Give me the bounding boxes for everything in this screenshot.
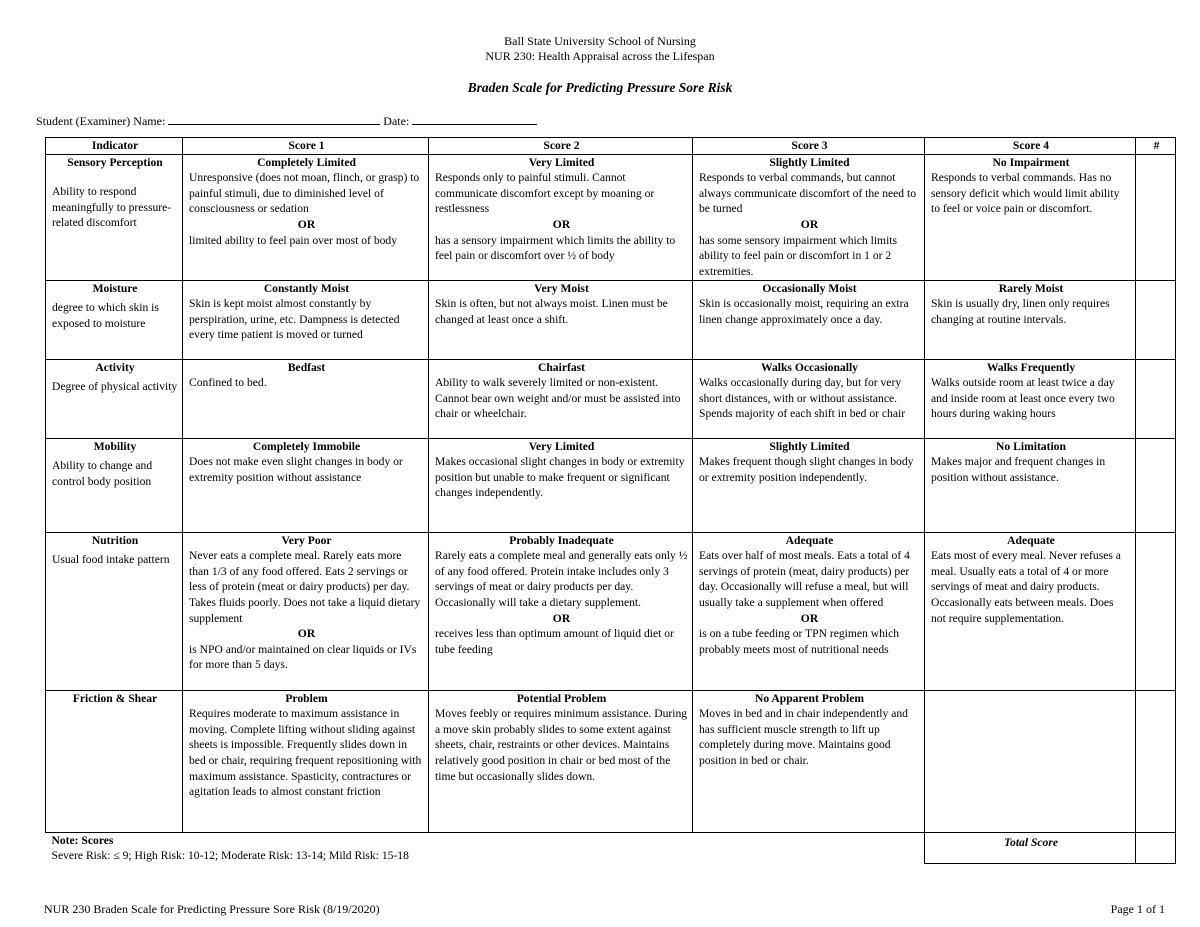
row-moisture (46, 280, 1176, 359)
score-cell (183, 690, 429, 832)
score-text-alt: is NPO and/or maintained on clear liquids or IVs for more than 5 days. (189, 642, 417, 672)
indicator-cell (46, 280, 183, 359)
score-text: Walks outside room at least twice a day and inside room at least once every two hours during waking hours (931, 376, 1115, 421)
indicator-description: Degree of physical activity (52, 380, 178, 394)
note-title: Note: Scores (51, 833, 114, 847)
score-text: Eats over half of most meals. Eats a total of 4 servings of protein (meat, dairy products) per day. Occasionally will refuse a meal, but will usually take a supplement when offered (699, 549, 910, 609)
score-cell (183, 532, 429, 690)
score-name: Very Moist (534, 281, 589, 295)
date-label: Date: (383, 114, 410, 128)
score-cell (183, 154, 429, 280)
total-score-entry[interactable] (1136, 832, 1176, 864)
score-text: Moves feebly or requires minimum assistance. During a move skin probably slides to some extent against sheets, chair, restraints or other devices. Maintains relatively good position in chair or bed most of the time but occasionally slides down. (435, 707, 688, 783)
score-cell (693, 438, 925, 532)
examiner-name-field[interactable] (168, 113, 380, 125)
score-entry-cell[interactable] (1136, 532, 1176, 690)
braden-scale-table (45, 137, 1176, 864)
score-cell (429, 359, 693, 438)
header-score-3: Score 3 (693, 138, 925, 155)
or-label: OR (800, 217, 819, 231)
row-friction-shear (46, 690, 1176, 832)
score-name: Problem (285, 691, 328, 705)
score-name: Potential Problem (516, 691, 607, 705)
score-text: Requires moderate to maximum assistance in moving. Complete lifting without sliding against sheets is impossible. Frequently slides down in bed or chair, requiring frequent repositioning with maximum assistance. Spasticity, contractures or agitation leads to almost constant friction (189, 707, 422, 799)
score-cell (925, 154, 1136, 280)
score-cell (693, 359, 925, 438)
or-label: OR (800, 611, 819, 625)
footer-page-number: Page 1 of 1 (1110, 902, 1165, 916)
score-text: Unresponsive (does not moan, flinch, or grasp) to painful stimuli, due to diminished level of consciousness or sedation (189, 171, 420, 216)
score-name: Very Poor (281, 533, 332, 547)
score-cell (925, 280, 1136, 359)
date-field[interactable] (412, 113, 537, 125)
score-entry-cell[interactable] (1136, 280, 1176, 359)
score-text: Moves in bed and in chair independently and has sufficient muscle strength to lift up completely during move. Maintains good position in bed or chair. (699, 707, 908, 767)
indicator-cell (46, 154, 183, 280)
score-name: Completely Immobile (252, 439, 361, 453)
score-name: Very Limited (528, 439, 595, 453)
row-note-total (46, 832, 1176, 864)
score-name: Slightly Limited (769, 155, 850, 169)
indicator-cell (46, 532, 183, 690)
score-text-alt: is on a tube feeding or TPN regimen which probably meets most of nutritional needs (699, 627, 900, 656)
score-cell (429, 280, 693, 359)
score-cell (429, 690, 693, 832)
score-cell (925, 438, 1136, 532)
indicator-cell (46, 438, 183, 532)
score-text: Responds only to painful stimuli. Cannot communicate discomfort except by moaning or restlessness (435, 171, 655, 216)
score-entry-cell[interactable] (1136, 438, 1176, 532)
header-school: Ball State University School of Nursing (504, 34, 696, 48)
indicator-description: degree to which skin is exposed to moisture (52, 301, 159, 330)
score-cell (429, 532, 693, 690)
examiner-name-label: Student (Examiner) Name: (36, 114, 166, 128)
score-cell (693, 154, 925, 280)
score-name: No Impairment (992, 155, 1070, 169)
total-score-label: Total Score (925, 832, 1136, 864)
indicator-cell (46, 359, 183, 438)
score-cell (925, 359, 1136, 438)
header-indicator: Indicator (46, 138, 183, 155)
score-text: Eats most of every meal. Never refuses a meal. Usually eats a total of 4 or more servings of meat and dairy products. Occasionally eats between meals. Does not require supplementation. (931, 549, 1121, 625)
or-label: OR (297, 627, 316, 641)
indicator-name: Mobility (93, 439, 137, 453)
score-cell (429, 154, 693, 280)
header-score-2: Score 2 (429, 138, 693, 155)
score-name: Probably Inadequate (509, 533, 614, 547)
row-activity (46, 359, 1176, 438)
score-name: Very Limited (528, 155, 595, 169)
score-name: Completely Limited (257, 155, 356, 169)
score-cell (693, 532, 925, 690)
score-name: Adequate (1007, 533, 1055, 547)
score-name: No Apparent Problem (754, 691, 865, 705)
score-name: Constantly Moist (263, 281, 350, 295)
score-text: Never eats a complete meal. Rarely eats more than 1/3 of any food offered. Eats 2 servings or less of protein (meat or dairy products) per day. Takes fluids poorly. Does not take a liquid dietary supplement (189, 549, 421, 625)
or-label: OR (552, 217, 571, 231)
score-text: Skin is kept moist almost constantly by perspiration, urine, etc. Dampness is detected every time patient is moved or turned (189, 297, 400, 342)
score-cell-empty (925, 690, 1136, 832)
indicator-name: Activity (95, 360, 135, 374)
score-text-alt: limited ability to feel pain over most of body (189, 233, 398, 247)
header-score-4: Score 4 (925, 138, 1136, 155)
score-text: Skin is usually dry, linen only requires changing at routine intervals. (931, 297, 1110, 326)
row-sensory-perception (46, 154, 1176, 280)
indicator-name: Nutrition (91, 533, 139, 547)
score-cell (183, 280, 429, 359)
score-text-alt: has a sensory impairment which limits the ability to feel pain or discomfort over ½ of body (435, 233, 676, 263)
score-name: No Limitation (996, 439, 1066, 453)
score-entry-cell[interactable] (1136, 690, 1176, 832)
score-text: Confined to bed. (189, 376, 267, 390)
score-entry-cell[interactable] (1136, 154, 1176, 280)
score-cell (693, 280, 925, 359)
score-name: Adequate (785, 533, 834, 547)
score-text: Responds to verbal commands. Has no sensory deficit which would limit ability to feel or voice pain or discomfort. (931, 171, 1120, 216)
indicator-name: Friction & Shear (72, 691, 158, 705)
note-cell (46, 832, 925, 864)
score-cell (429, 438, 693, 532)
header-course: NUR 230: Health Appraisal across the Lifespan (485, 49, 715, 63)
score-text: Makes major and frequent changes in position without assistance. (931, 455, 1106, 484)
score-text: Does not make even slight changes in body or extremity position without assistance (189, 455, 403, 484)
score-entry-cell[interactable] (1136, 359, 1176, 438)
footer-document-info: NUR 230 Braden Scale for Predicting Pressure Sore Risk (8/19/2020) (44, 902, 380, 916)
score-text-alt: has some sensory impairment which limits ability to feel pain or discomfort in 1 or 2 extremities. (699, 233, 898, 278)
score-name: Bedfast (287, 360, 326, 374)
score-text: Responds to verbal commands, but cannot always communicate discomfort of the need to be turned (699, 171, 916, 216)
score-text-alt: receives less than optimum amount of liquid diet or tube feeding (435, 627, 674, 656)
score-name: Slightly Limited (769, 439, 850, 453)
score-text: Walks occasionally during day, but for very short distances, with or without assistance. Spends majority of each shift in bed or chair (699, 376, 906, 421)
score-name: Rarely Moist (998, 281, 1064, 295)
score-name: Walks Occasionally (761, 360, 858, 374)
score-text: Rarely eats a complete meal and generally eats only ½ of any food offered. Protein intake includes only 3 servings of meat or dairy products per day. Occasionally will take a dietary supplement. (435, 549, 688, 609)
or-label: OR (297, 217, 316, 231)
score-text: Ability to walk severely limited or non-existent. Cannot bear own weight and/or must be assisted into chair or wheelchair. (435, 376, 681, 421)
score-cell (183, 359, 429, 438)
note-text: Severe Risk: ≤ 9; High Risk: 10-12; Moderate Risk: 13-14; Mild Risk: 15-18 (51, 849, 409, 863)
score-name: Occasionally Moist (762, 281, 857, 295)
score-text: Skin is often, but not always moist. Linen must be changed at least once a shift. (435, 297, 668, 326)
score-text: Makes occasional slight changes in body or extremity position but unable to make frequent or significant changes independently. (435, 455, 685, 500)
score-name: Chairfast (537, 360, 585, 374)
examiner-line (36, 113, 537, 129)
header-number: # (1136, 138, 1176, 155)
indicator-cell (46, 690, 183, 832)
score-cell (693, 690, 925, 832)
score-cell (183, 438, 429, 532)
score-text: Skin is occasionally moist, requiring an extra linen change approximately once a day. (699, 297, 909, 326)
score-cell (925, 532, 1136, 690)
row-nutrition (46, 532, 1176, 690)
indicator-description: Ability to respond meaningfully to pressure-related discomfort (52, 185, 172, 230)
indicator-description: Ability to change and control body position (52, 459, 153, 488)
indicator-description: Usual food intake pattern (52, 553, 170, 567)
indicator-name: Moisture (92, 281, 138, 295)
row-mobility (46, 438, 1176, 532)
table-header-row (46, 138, 1176, 155)
score-name: Walks Frequently (986, 360, 1076, 374)
indicator-name: Sensory Perception (67, 155, 163, 169)
header-score-1: Score 1 (183, 138, 429, 155)
or-label: OR (552, 611, 571, 625)
document-title: Braden Scale for Predicting Pressure Sore Risk (467, 80, 733, 95)
score-text: Makes frequent though slight changes in body or extremity position independently. (699, 455, 914, 484)
